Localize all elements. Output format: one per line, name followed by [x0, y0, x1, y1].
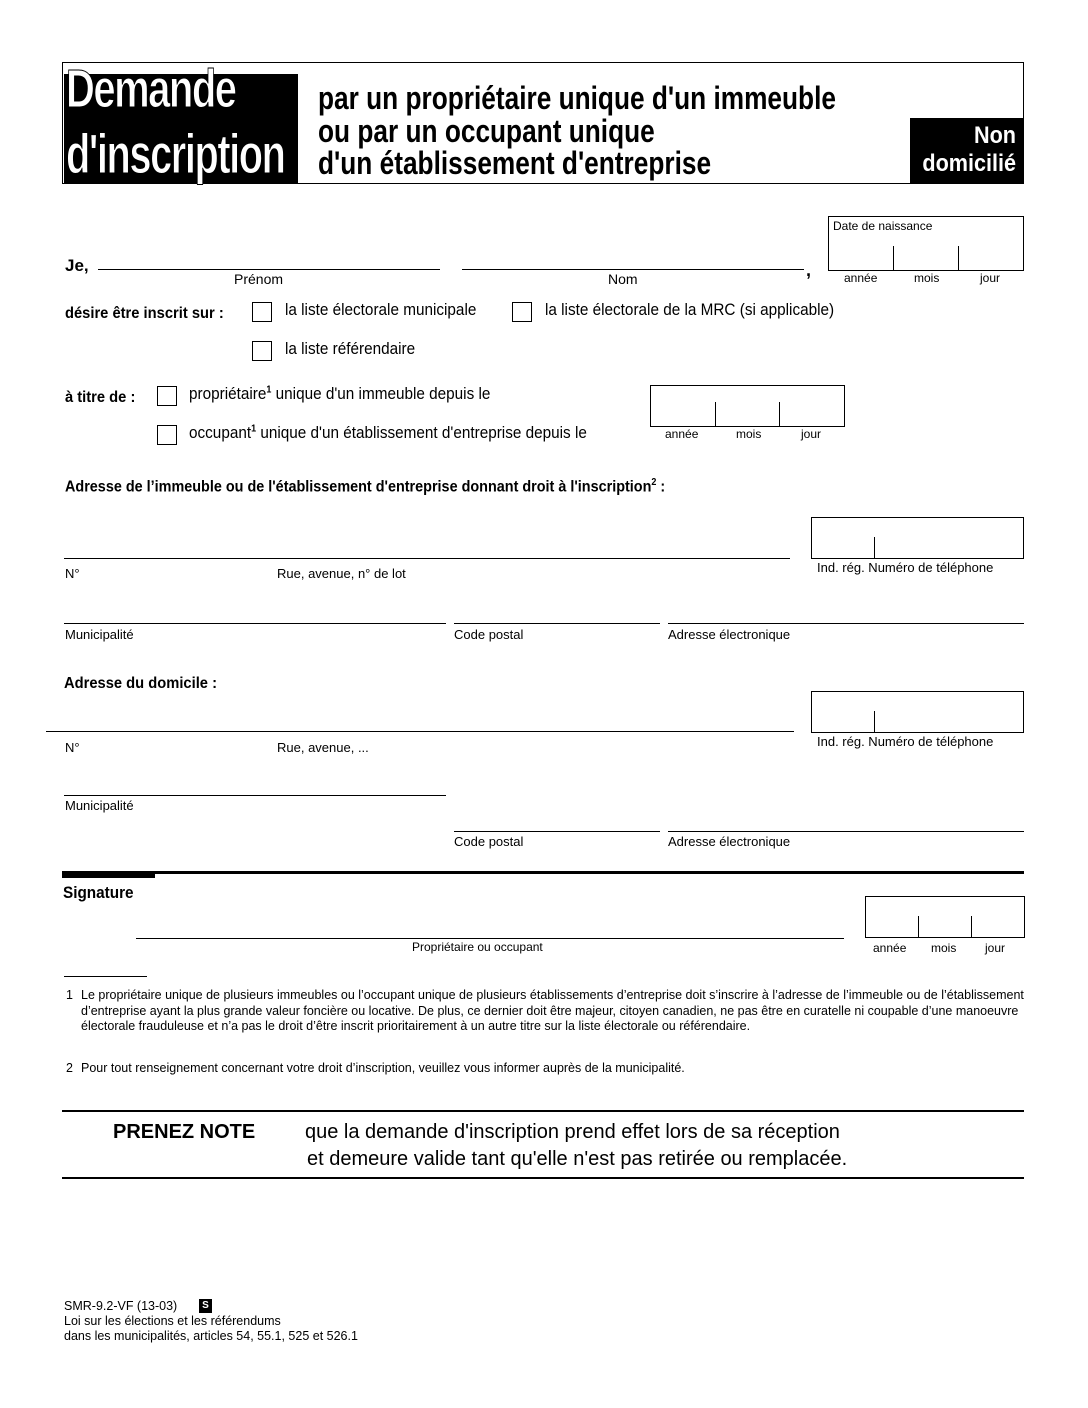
- property-street-input[interactable]: [64, 538, 790, 558]
- comma: ,: [806, 260, 812, 280]
- signature-label: Signature: [63, 883, 134, 902]
- occupant-word: occupant: [189, 423, 252, 442]
- title-line2: d'inscription: [66, 122, 285, 185]
- option-owner: [189, 384, 490, 404]
- footnote-separator: [64, 976, 147, 977]
- checkbox-occupant[interactable]: [157, 425, 177, 445]
- property-email-caption: Adresse électronique: [668, 627, 791, 642]
- phone-divider: [874, 537, 875, 559]
- footnote-ref: 1: [266, 384, 272, 396]
- nom-caption: Nom: [608, 271, 638, 287]
- property-municipality-line: [64, 623, 446, 624]
- subtitle-line2: ou par un occupant unique: [318, 113, 655, 149]
- property-municipality-input[interactable]: [64, 603, 448, 623]
- form-law-line1: Loi sur les élections et les référendums: [64, 1314, 281, 1328]
- checkbox-owner[interactable]: [157, 386, 177, 406]
- property-postal-input[interactable]: [454, 603, 662, 623]
- since-mois: mois: [736, 427, 762, 441]
- signature-rule-tab: [62, 871, 155, 878]
- property-postal-caption: Code postal: [454, 627, 524, 642]
- occupant-rest: unique d'un établissement d'entreprise depuis le: [256, 423, 587, 442]
- home-email-input[interactable]: [668, 811, 1024, 831]
- since-annee: année: [665, 427, 699, 441]
- property-street-line: [64, 558, 790, 559]
- registration-label: désire être inscrit sur :: [65, 305, 224, 322]
- home-postal-input[interactable]: [454, 811, 662, 831]
- option-municipal-list: la liste électorale municipale: [285, 300, 477, 319]
- phone-divider: [874, 711, 875, 733]
- birthdate-jour: jour: [980, 271, 1001, 285]
- signature-date-divider: [971, 916, 972, 938]
- home-street-input[interactable]: [46, 711, 794, 731]
- home-email-caption: Adresse électronique: [668, 834, 791, 849]
- property-no-caption: N°: [65, 566, 80, 581]
- owner-rest: unique d'un immeuble depuis le: [271, 384, 491, 403]
- subtitle-line1: par un propriétaire unique d'un immeuble: [318, 80, 836, 116]
- signature-caption: Propriétaire ou occupant: [412, 940, 543, 954]
- checkbox-referendum-list[interactable]: [252, 341, 272, 361]
- home-street-caption: Rue, avenue, ...: [277, 740, 369, 755]
- prenom-line: [98, 269, 440, 270]
- capacity-label: à titre de :: [65, 389, 136, 406]
- home-postal-caption: Code postal: [454, 834, 524, 849]
- home-street-line: [46, 731, 794, 732]
- home-phone-box[interactable]: [811, 691, 1024, 733]
- home-email-line: [668, 831, 1024, 832]
- nom-input[interactable]: [462, 250, 806, 270]
- property-heading-colon: :: [656, 478, 666, 496]
- signature-input[interactable]: [136, 918, 844, 938]
- signature-mois: mois: [931, 941, 957, 955]
- signature-line: [136, 938, 844, 939]
- form-code-badge: S: [199, 1299, 212, 1313]
- property-phone-caption: Ind. rég. Numéro de téléphone: [817, 560, 994, 575]
- notice-bottom-rule: [62, 1177, 1024, 1179]
- home-municipality-caption: Municipalité: [65, 798, 134, 813]
- property-heading-text: Adresse de l’immeuble ou de l'établissement d'entreprise donnant droit à l'inscription: [65, 478, 652, 496]
- footnote-1-text: Le propriétaire unique de plusieurs immeubles ou l’occupant unique de plusieurs établissements d’entreprise doit s’inscrire à l’adresse de l’immeuble ou de l’établissement d’entreprise ayant la plus grande valeur foncière ou locative. De plus, ce dernier doit être majeur, citoyen canadien, ne pas être en curatelle ni coupable d’une manoeuvre électorale frauduleuse et n’a pas le droit d’être inscrit prioritairement à un autre titre sur la liste électorale ou référendaire.: [81, 988, 1024, 1033]
- subtitle-line3: d'un établissement d'entreprise: [318, 145, 712, 181]
- property-municipality-caption: Municipalité: [65, 627, 134, 642]
- home-phone-caption: Ind. rég. Numéro de téléphone: [817, 734, 994, 749]
- signature-jour: jour: [985, 941, 1006, 955]
- property-phone-box[interactable]: [811, 517, 1024, 559]
- owner-word: propriétaire: [189, 384, 267, 403]
- signature-rule: [62, 871, 1024, 874]
- badge-line1: Non: [974, 122, 1016, 149]
- birthdate-annee: année: [844, 271, 878, 285]
- notice-top-rule: [62, 1110, 1024, 1112]
- signature-date-box[interactable]: [865, 896, 1025, 938]
- footnote-2-text: Pour tout renseignement concernant votre droit d’inscription, veuillez vous informer auprès de la municipalité.: [81, 1061, 685, 1075]
- birthdate-mois: mois: [914, 271, 940, 285]
- home-postal-line: [454, 831, 660, 832]
- birthdate-divider: [958, 246, 959, 271]
- form-law-line2: dans les municipalités, articles 54, 55.1, 525 et 526.1: [64, 1329, 358, 1343]
- prenom-input[interactable]: [98, 250, 442, 270]
- footnote-ref: 1: [251, 423, 257, 435]
- birthdate-divider: [893, 246, 894, 271]
- property-email-input[interactable]: [668, 603, 1024, 623]
- option-referendum-list: la liste référendaire: [285, 339, 416, 358]
- since-date-box[interactable]: [650, 385, 845, 427]
- since-jour: jour: [801, 427, 822, 441]
- badge-line2: domicilié: [922, 150, 1016, 177]
- option-occupant: [189, 423, 587, 443]
- prenom-caption: Prénom: [234, 271, 284, 287]
- notice-line1: que la demande d'inscription prend effet lors de sa réception: [305, 1121, 840, 1143]
- footnote-ref: 2: [651, 477, 657, 488]
- checkbox-mrc-list[interactable]: [512, 302, 532, 322]
- home-no-caption: N°: [65, 740, 80, 755]
- option-mrc-list: la liste électorale de la MRC (si applicable): [545, 300, 835, 319]
- checkbox-municipal-list[interactable]: [252, 302, 272, 322]
- home-municipality-input[interactable]: [64, 775, 448, 795]
- form-code: SMR-9.2-VF (13-03): [64, 1299, 178, 1313]
- je-label: Je,: [65, 256, 89, 275]
- footnote-2-number: 2: [66, 1061, 73, 1075]
- birthdate-label: Date de naissance: [833, 219, 933, 233]
- title-line1: Demande: [66, 59, 236, 119]
- home-municipality-line: [64, 795, 446, 796]
- property-street-caption: Rue, avenue, n° de lot: [277, 566, 406, 581]
- since-date-divider: [779, 402, 780, 427]
- nom-line: [462, 269, 804, 270]
- since-date-divider: [715, 402, 716, 427]
- footnote-1-number: 1: [66, 988, 73, 1002]
- property-address-heading: [65, 477, 665, 496]
- property-postal-line: [454, 623, 660, 624]
- property-email-line: [668, 623, 1024, 624]
- notice-line2: et demeure valide tant qu'elle n'est pas retirée ou remplacée.: [307, 1148, 848, 1170]
- notice-label: PRENEZ NOTE: [113, 1121, 256, 1143]
- signature-date-divider: [918, 916, 919, 938]
- home-address-heading: Adresse du domicile :: [64, 675, 217, 692]
- signature-annee: année: [873, 941, 907, 955]
